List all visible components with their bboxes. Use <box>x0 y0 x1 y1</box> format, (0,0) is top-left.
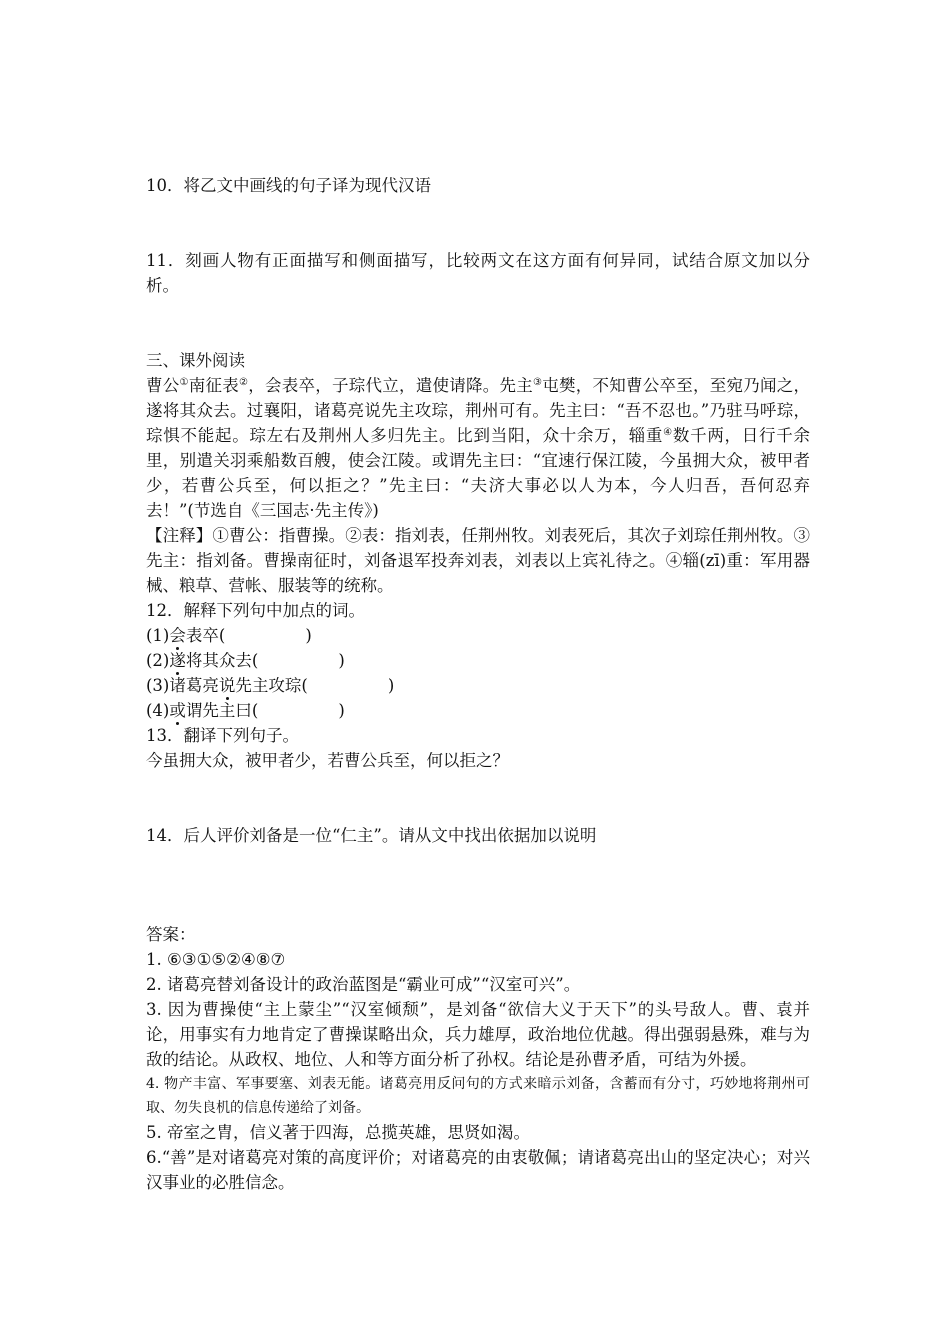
dotted-word: 或 <box>169 701 186 720</box>
question-11: 11．刻画人物有正面描写和侧面描写，比较两文在这方面有何异同，试结合原文加以分析。 <box>146 251 810 295</box>
note-marker: ③ <box>533 377 543 388</box>
dotted-word: 遂 <box>169 651 186 670</box>
question-12: 12．解释下列句中加点的词。 <box>146 601 365 620</box>
answer-5: 5. 帝室之胄，信义著于四海，总揽英雄，思贤如渴。 <box>146 1123 530 1142</box>
q13-sentence: 今虽拥大众，被甲者少，若曹公兵至，何以拒之？ <box>146 751 509 770</box>
note-marker: ④ <box>663 427 673 438</box>
q12-item: (4)或谓先主曰( ) <box>146 701 345 720</box>
question-10: 10．将乙文中画线的句子译为现代汉语 <box>146 176 431 195</box>
annotation-notes: 【注释】①曹公：指曹操。②表：指刘表，任荆州牧。刘表死后，其次子刘琮任荆州牧。③先主：指刘备。曹操南征时，刘备退军投奔刘表，刘表以上宾礼待之。④辎(zī)重：军用器械、粮草、营帐、服装等的统称。 <box>146 526 810 595</box>
answer-2: 2. 诸葛亮替刘备设计的政治蓝图是“霸业可成”“汉室可兴”。 <box>146 975 581 994</box>
answers-section <box>146 922 810 1195</box>
dotted-word: 说 <box>218 676 236 695</box>
dotted-word: 会 <box>169 626 186 645</box>
answer-1: 1. ⑥③①⑤②④⑧⑦ <box>146 950 286 969</box>
question-14: 14．后人评价刘备是一位“仁主”。请从文中找出依据加以说明 <box>146 826 597 845</box>
section-extracurricular <box>146 348 810 773</box>
note-marker: ② <box>239 377 249 388</box>
section-title: 三、课外阅读 <box>146 351 245 370</box>
reading-passage: 曹公①南征表②，会表卒，子琮代立，遣使请降。先主③屯樊，不知曹公卒至，至宛乃闻之，遂将其众去。过襄阳，诸葛亮说先主攻琮，荆州可有。先主曰：“吾不忍也。”乃驻马呼琮，琮惧不能起。琮左右及荆州人多归先主。比到当阳，众十余万，辎重④数千两，日行千余里，别遣关羽乘船数百艘，使会江陵。或谓先主曰：“宜速行保江陵，今虽拥大众，被甲者少，若曹公兵至，何以拒之？”先主曰：“夫济大事必以人为本，今人归吾，吾何忍弃去！”(节选自《三国志·先主传》) <box>146 376 811 520</box>
answers-title: 答案： <box>146 925 196 944</box>
answer-4: 4. 物产丰富、军事要塞、刘表无能。诸葛亮用反问句的方式来暗示刘备，含蓄而有分寸，巧妙地将荆州可取、勿失良机的信息传递给了刘备。 <box>146 1076 810 1116</box>
question-13: 13．翻译下列句子。 <box>146 726 299 745</box>
answer-3: 3. 因为曹操使“主上蒙尘”“汉室倾颓”，是刘备“欲信大义于天下”的头号敌人。曹、袁并论，用事实有力地肯定了曹操谋略出众，兵力雄厚，政治地位优越。得出强弱悬殊，难与为敌的结论。从政权、地位、人和等方面分析了孙权。结论是孙曹矛盾，可结为外援。 <box>146 1000 810 1069</box>
q12-item: (3)诸葛亮说先主攻琮( ) <box>146 676 395 695</box>
answer-6: 6.“善”是对诸葛亮对策的高度评价；对诸葛亮的由衷敬佩；请诸葛亮出山的坚定决心；对兴汉事业的必胜信念。 <box>146 1148 810 1192</box>
q12-item: (1)会表卒( ) <box>146 626 312 645</box>
note-marker: ① <box>179 377 189 388</box>
q12-item: (2)遂将其众去( ) <box>146 651 345 670</box>
